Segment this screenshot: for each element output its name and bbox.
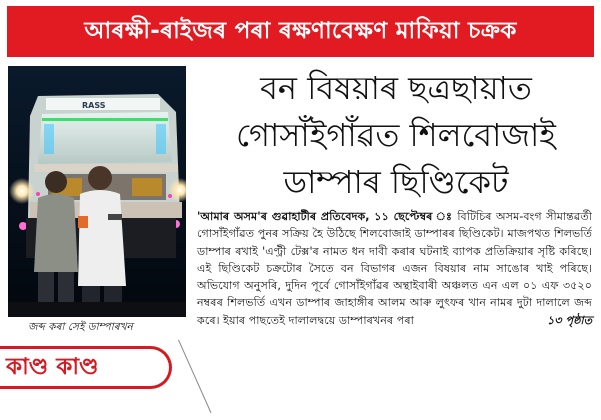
truck-photo-illustration bbox=[8, 66, 186, 317]
truck-label: RASS bbox=[82, 101, 106, 110]
headline-line-3: ডাম্পাৰ ছিণ্ডিকেট bbox=[283, 163, 509, 201]
top-banner bbox=[7, 6, 594, 57]
headline-line-1: বন বিষয়াৰ ছত্ৰছায়াত bbox=[260, 69, 532, 107]
next-story-title: কাণ্ড কাণ্ড bbox=[6, 354, 99, 380]
headline bbox=[196, 66, 596, 204]
next-story-heading bbox=[0, 346, 172, 389]
news-photo bbox=[8, 66, 186, 317]
article-body bbox=[197, 208, 592, 329]
article-dateline: 'আমাৰ অসম'ৰ গুৱাহাটীৰ প্ৰতিবেদক, ১১ ছেপ্টেম্বৰ ঃ bbox=[197, 210, 453, 223]
photo-caption: জব্দ কৰা সেই ডাম্পাৰখন bbox=[28, 321, 133, 333]
continued-page-ref[interactable]: ১৩ পৃষ্ঠাত bbox=[547, 313, 592, 327]
headline-line-2: গোসাঁইগাঁৱত শিলবোজাই bbox=[236, 116, 556, 154]
divider-line bbox=[178, 340, 211, 413]
article-text: বিটিচিৰ অসম-বংগ সীমান্তৱৰ্তী গোসাঁইগাঁৱত পুনৰ সক্ৰিয় হৈ উঠিছে শিলবোজাই ডাম্পাৰৰ ছিণ্ডিকেট। মাজপথত শিলভৰ্তি ডাম্পাৰ ৰখাই 'এণ্ট্ৰী টেক্স'ৰ নামত ধন দাবী কৰাৰ ঘটনাই ব্যাপক প্ৰতিক্ৰিয়াৰ সৃষ্টি কৰিছে। এই ছিণ্ডিকেট চক্ৰটোৰ সৈতে বন বিভাগৰ এজন বিষয়াৰ নাম সাঙোৰ খাই পৰিছে। অভিযোগ অনুসৰি, দুদিন পূৰ্বে গোসাঁইগাঁৱৰ অন্থাইবাৰী অঞ্চলত এন এল ০১ এফ ৩৫২০ নম্বৰৰ শিলভৰ্তি এখন ডাম্পাৰ জাহাঙ্গীৰ আলম আৰু লুৎফৰ খান নামৰ দুটা দালালে জব্দ কৰে। ইয়াৰ পাছতেই দালালদ্বয়ে ডাম্পাৰখনৰ পৰা bbox=[197, 210, 593, 327]
banner-title: আৰক্ষী-ৰাইজৰ পৰা ৰক্ষণাবেক্ষণ মাফিয়া চক্ৰক bbox=[84, 18, 517, 44]
